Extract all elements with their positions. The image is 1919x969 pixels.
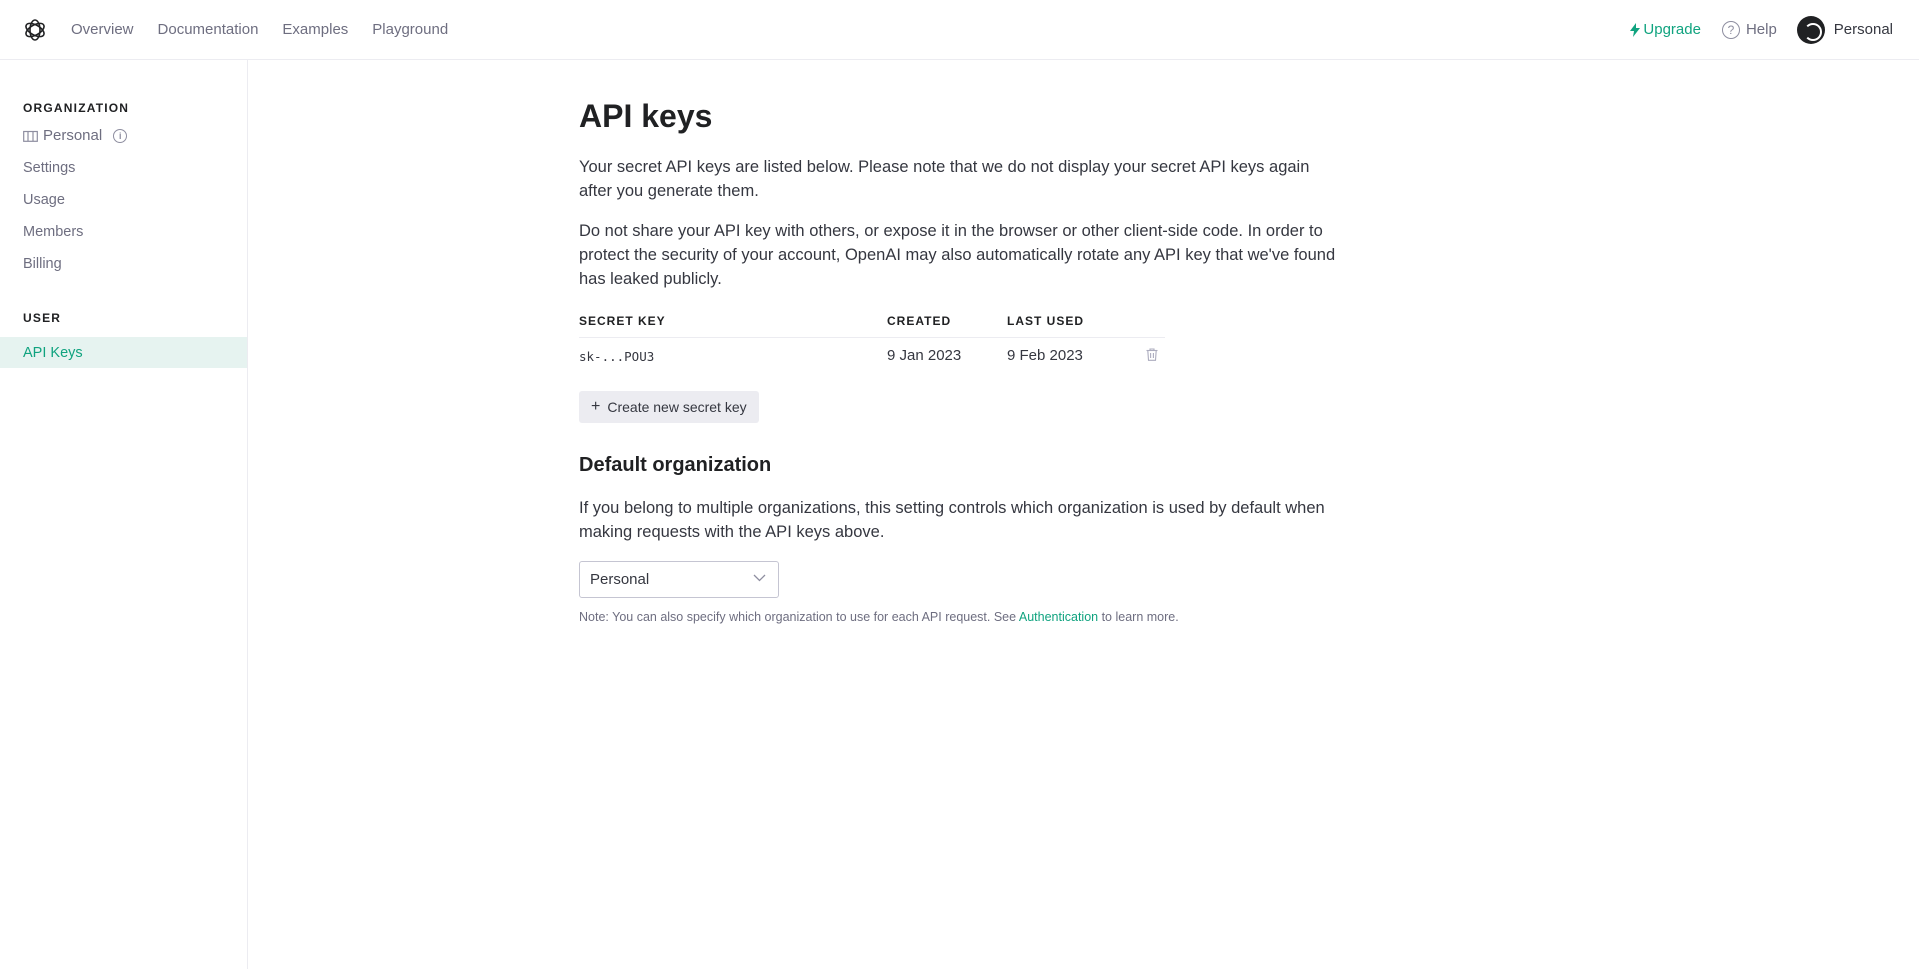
avatar-icon [1797,16,1825,44]
sidebar-item-api-keys[interactable]: API Keys [0,337,247,368]
help-button[interactable] [1722,21,1777,39]
authentication-link[interactable]: Authentication [1018,610,1099,624]
chevron-down-icon [753,574,766,582]
page-title: API keys [579,98,713,134]
nav-overview[interactable]: Overview [71,21,134,38]
info-icon[interactable]: i [113,129,127,143]
note-prefix: Note: You can also specify which organization to use for each API request. See [579,610,1019,624]
building-icon [23,129,38,142]
plus-icon: + [591,398,601,415]
keys-table-header [579,314,1165,338]
warning-text: Do not share your API key with others, or expose it in the browser or other client-side code. In order to protect the security of your account, OpenAI may also automatically rotate any API key that we've found has leaked publicly. [579,222,1336,288]
org-name: Personal [43,127,103,144]
sidebar-item-members[interactable]: Members [23,223,84,240]
created-date: 9 Jan 2023 [887,347,962,364]
nav-documentation[interactable]: Documentation [157,21,259,38]
upgrade-button[interactable] [1630,21,1701,38]
help-label: Help [1745,21,1777,38]
create-secret-key-button[interactable] [579,391,759,423]
nav-right [1630,0,1893,59]
secret-key-value: sk-...POU3 [579,349,655,364]
help-icon: ? [1722,21,1740,39]
trash-icon[interactable] [1146,348,1158,361]
sidebar-heading-user: USER [23,311,62,325]
openai-logo-icon[interactable] [22,17,48,43]
account-label: Personal [1833,21,1893,38]
sidebar-item-usage[interactable]: Usage [23,191,65,208]
last-used-date: 9 Feb 2023 [1007,347,1083,364]
create-secret-key-label: Create new secret key [607,399,747,415]
org-name-row [23,127,127,144]
default-org-select[interactable] [579,561,779,598]
nav-examples[interactable]: Examples [282,21,349,38]
default-org-selected-value: Personal [590,571,650,588]
top-navbar [0,0,1919,60]
note-suffix: to learn more. [1098,610,1179,624]
sidebar [0,60,248,969]
org-note [579,610,1179,624]
lightning-icon [1630,23,1640,37]
default-org-description: If you belong to multiple organizations, this setting controls which organization is used by default when making requests with the API keys above. [579,499,1325,541]
column-header-last-used: LAST USED [1007,314,1085,328]
account-menu[interactable] [1797,16,1893,44]
primary-nav [71,0,472,59]
table-row [579,338,1165,374]
sidebar-item-billing[interactable]: Billing [23,255,62,272]
sidebar-item-settings[interactable]: Settings [23,159,76,176]
column-header-created: CREATED [887,314,952,328]
default-org-title: Default organization [579,454,772,476]
nav-playground[interactable]: Playground [372,21,449,38]
column-header-secret-key: SECRET KEY [579,314,666,328]
sidebar-heading-organization: ORGANIZATION [23,101,130,115]
intro-text: Your secret API keys are listed below. Please note that we do not display your secret API keys again after you generate them. [579,158,1310,200]
upgrade-label: Upgrade [1643,21,1701,38]
